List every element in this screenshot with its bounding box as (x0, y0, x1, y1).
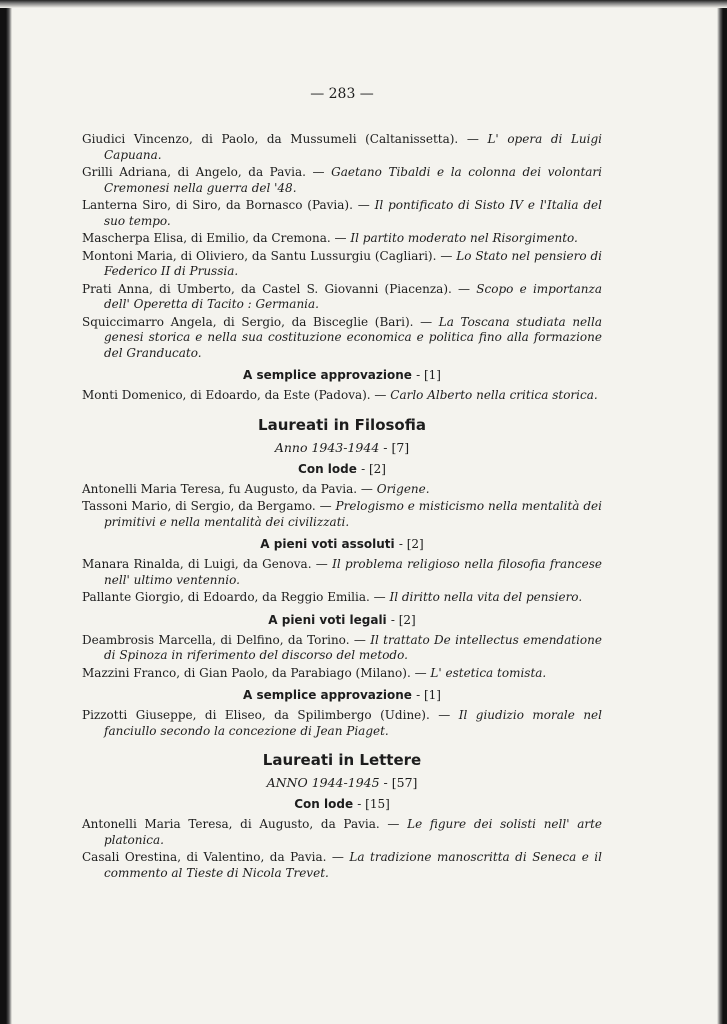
academic-year (82, 775, 602, 790)
graduate-entry (82, 499, 602, 530)
grade-count: - [15] (357, 797, 390, 811)
graduate-entry (82, 590, 602, 606)
grade-count: - [1] (416, 368, 441, 382)
thesis-title: Il problema religioso nella filosofia francese nell' ultimo ventennio. (104, 557, 602, 587)
section-heading: Laureati in Filosofia (258, 415, 426, 434)
grade-subheading (82, 688, 602, 702)
graduate-name: Mazzini Franco, di Gian Paolo, da Parabiago (Milano). — (82, 665, 427, 680)
thesis-title: La tradizione manoscritta di Seneca e il commento al Tieste di Nicola Trevet. (104, 850, 602, 880)
grade-label: A semplice approvazione (243, 688, 412, 702)
grade-label: A pieni voti legali (268, 612, 387, 627)
thesis-title: Gaetano Tibaldi e la colonna dei volontari Cremonesi nella guerra del '48. (104, 165, 602, 195)
thesis-title: Prelogismo e misticismo nella mentalità dei primitivi e nella mentalità dei civilizzati. (104, 499, 602, 529)
thesis-title: Il partito moderato nel Risorgimento. (350, 231, 578, 245)
thesis-title: Scopo e importanza dell' Operetta di Tacito : Germania. (104, 281, 602, 311)
graduate-name: Grilli Adriana, di Angelo, da Pavia. — (82, 165, 325, 179)
graduate-entry (82, 165, 602, 196)
graduate-entry (82, 666, 602, 682)
grade-subheading (82, 797, 602, 811)
grade-count: - [2] (398, 537, 424, 551)
graduate-name: Squiccimarro Angela, di Sergio, da Bisceglie (Bari). — (82, 314, 433, 329)
thesis-title: Il trattato De intellectus emendatione di Spinoza in riferimento del discorso del metodo. (104, 632, 602, 662)
graduate-entry (82, 388, 602, 404)
graduate-name: Pallante Giorgio, di Edoardo, da Reggio Emilia. — (82, 590, 386, 604)
graduate-name: Tassoni Mario, di Sergio, da Bergamo. — (82, 499, 332, 513)
thesis-title: Il giudizio morale nel fanciullo secondo la concezione di Jean Piaget. (104, 708, 602, 738)
graduate-entry (82, 198, 602, 229)
thesis-title: L' opera di Luigi Capuana. (104, 132, 602, 162)
grade-label: A pieni voti assoluti (260, 537, 395, 551)
graduate-entry (82, 315, 602, 362)
academic-year-label: Anno 1943-1944 (274, 439, 380, 455)
graduate-name: Giudici Vincenzo, di Paolo, da Mussumeli (Caltanissetta). — (82, 132, 479, 146)
section-heading: Laureati in Lettere (262, 751, 422, 769)
graduate-entry (82, 850, 602, 881)
thesis-title: Carlo Alberto nella critica storica. (390, 388, 598, 402)
graduate-name: Mascherpa Elisa, di Emilio, da Cremona. — (82, 231, 347, 245)
thesis-title: Le figure dei solisti nell' arte platonica. (104, 817, 603, 847)
graduate-name: Manara Rinalda, di Luigi, da Genova. — (82, 557, 328, 571)
page-number: — 283 — (310, 86, 374, 102)
graduate-entry (82, 557, 602, 588)
graduate-entry (82, 249, 602, 280)
document-body (82, 132, 602, 881)
graduate-name: Lanterna Siro, di Siro, da Bornasco (Pavia). — (82, 198, 370, 212)
graduate-name: Antonelli Maria Teresa, fu Augusto, da Pavia. — (82, 481, 373, 496)
grade-label: A semplice approvazione (243, 368, 412, 382)
grade-subheading (82, 368, 602, 382)
grade-count: - [2] (390, 612, 416, 627)
grade-count: - [2] (361, 461, 386, 476)
graduate-entry (82, 482, 602, 498)
page-top-edge (0, 0, 727, 8)
graduate-name: Monti Domenico, di Edoardo, da Este (Padova). — (82, 388, 387, 402)
graduate-entry (82, 231, 602, 247)
graduate-name: Deambrosis Marcella, di Delfino, da Torino. — (82, 632, 366, 647)
academic-year (82, 440, 602, 455)
graduate-name: Antonelli Maria Teresa, di Augusto, da Pavia. — (82, 817, 400, 831)
grade-label: Con lode (294, 797, 354, 811)
binding-edge-left (0, 0, 12, 1024)
thesis-title: L' estetica tomista. (430, 665, 547, 680)
graduate-entry (82, 132, 602, 163)
thesis-title: La Toscana studiata nella genesi storica e nella sua costituzione economica e politica fino alla formazione del Granducato. (104, 314, 602, 360)
graduate-name: Casali Orestina, di Valentino, da Pavia. — (82, 850, 344, 864)
academic-year-label: ANNO 1944-1945 (266, 775, 380, 790)
grade-subheading (82, 613, 602, 627)
graduate-name: Montoni Maria, di Oliviero, da Santu Lussurgiu (Cagliari). — (82, 248, 453, 263)
graduate-name: Pizzotti Giuseppe, di Eliseo, da Spilimbergo (Udine). — (82, 708, 451, 722)
graduate-entry (82, 282, 602, 313)
academic-year-count: - [7] (383, 439, 410, 455)
thesis-title: Il pontificato di Sisto IV e l'Italia del suo tempo. (104, 198, 602, 228)
binding-edge-right (717, 0, 727, 1024)
thesis-title: Lo Stato nel pensiero di Federico II di Prussia. (104, 248, 602, 278)
thesis-title: Il diritto nella vita del pensiero. (389, 590, 583, 604)
graduate-entry (82, 633, 602, 664)
grade-label: Con lode (298, 461, 357, 476)
grade-subheading (82, 462, 602, 476)
graduate-name: Prati Anna, di Umberto, da Castel S. Giovanni (Piacenza). — (82, 281, 471, 296)
document-page (82, 86, 602, 883)
thesis-title: Origene. (376, 481, 430, 496)
graduate-entry (82, 708, 602, 739)
grade-subheading (82, 537, 602, 551)
graduate-entry (82, 817, 602, 848)
academic-year-count: - [57] (383, 775, 418, 790)
grade-count: - [1] (416, 688, 441, 702)
